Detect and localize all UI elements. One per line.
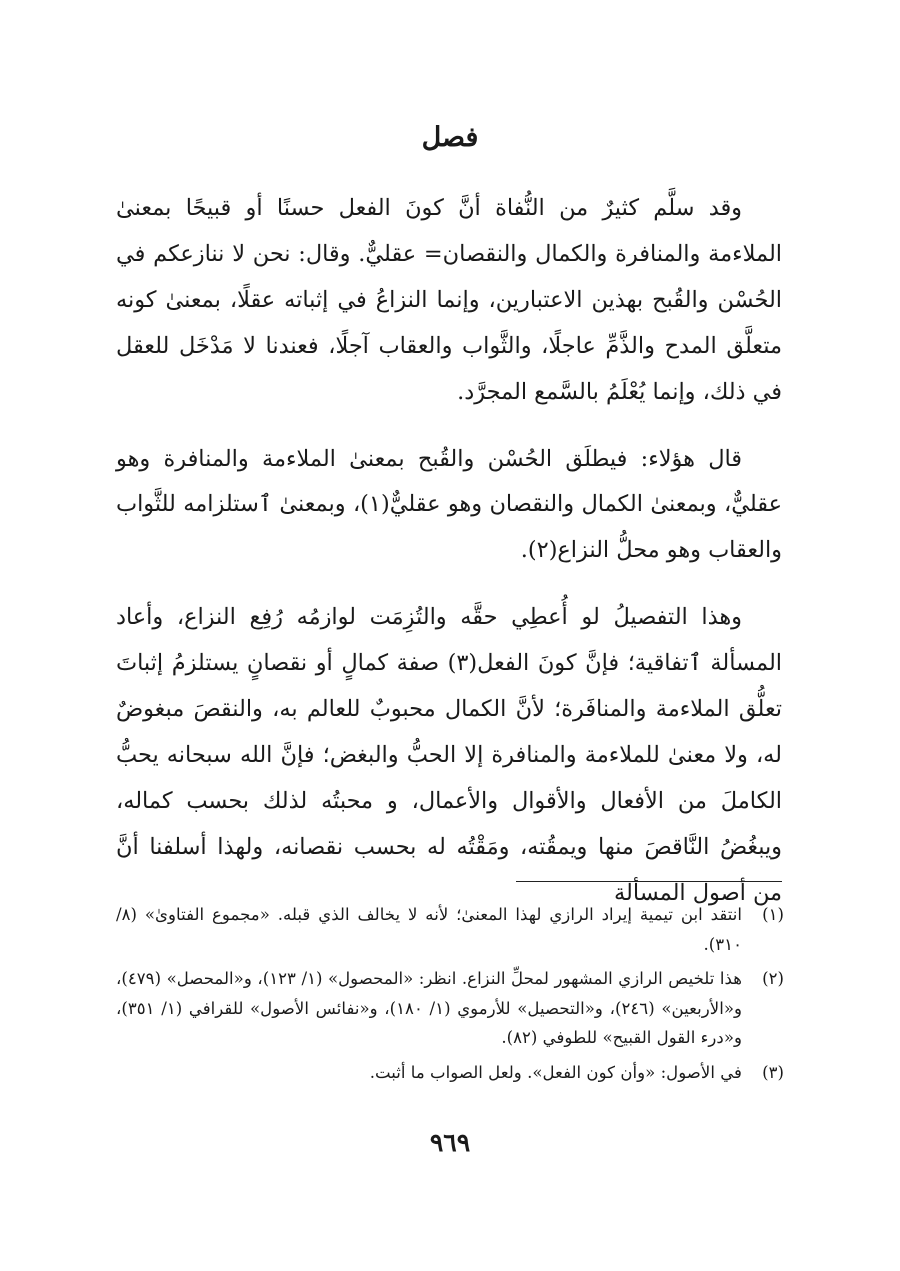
section-title: فصل — [421, 122, 479, 153]
footnote-text: انتقد ابن تيمية إيراد الرازي لهذا المعنىٰ؛ لأنه لا يخالف الذي قبله. «مجموع الفتاوىٰ» (٨/ ٣١٠). — [116, 905, 742, 954]
paragraph-1: وقد سلَّم كثيرٌ من النُّفاة أنَّ كونَ الفعل حسنًا أو قبيحًا بمعنىٰ الملاءمة والمنافرة والكمال والنقصان= عقليٌّ. وقال: نحن لا ننازعكم في الحُسْن والقُبح بهذين الاعتبارين، وإنما النزاعُ في إثباته عقلًا، بمعنىٰ كونه متعلَّق المدح والذَّمِّ عاجلًا، والثَّواب والعقاب آجلًا، فعندنا لا مَدْخَل للعقل في ذلك، وإنما يُعْلَمُ بالسَّمع المجرَّد. — [116, 195, 782, 405]
footnote-2 — [116, 964, 784, 1053]
footnote-number: (٢) — [762, 969, 784, 988]
footnote-text: في الأصول: «وأن كون الفعل». ولعل الصواب ما أثبت. — [369, 1062, 742, 1082]
paragraph-2: قال هؤلاء: فيطلَق الحُسْن والقُبح بمعنىٰ الملاءمة والمنافرة وهو عقليٌّ، وبمعنىٰ الكمال والنقصان وهو عقليٌّ(١)، وبمعنىٰ ٱستلزامه للثَّواب والعقاب وهو محلُّ النزاع(٢). — [116, 445, 782, 564]
footnotes — [116, 900, 784, 1092]
footnote-number: (١) — [762, 905, 784, 924]
footnote-1 — [116, 900, 784, 959]
main-text — [116, 186, 782, 938]
footnote-3 — [116, 1058, 784, 1088]
paragraph-3: وهذا التفصيلُ لو أُعطِي حقَّه والتُزِمَت لوازمُه رُفِع النزاع، وأعاد المسألة ٱتفاقية؛ فإنَّ كونَ الفعل(٣) صفة كمالٍ أو نقصانٍ يستلزمُ إثباتَ تعلُّق الملاءمة والمنافَرة؛ لأنَّ الكمال محبوبٌ للعالم به، والنقصَ مبغوضٌ له، ولا معنىٰ للملاءمة والمنافرة إلا الحبُّ والبغض؛ فإنَّ الله سبحانه يحبُّ الكاملَ من الأفعال والأقوال والأعمال، و محبتُه لذلك بحسب كماله، ويبغُضُ النَّاقصَ منها ويمقُته، ومَقْتُه له بحسب نقصانه، ولهذا أسلفنا أنَّ من أصول المسألة — [116, 604, 782, 906]
page-number: ٩٦٩ — [429, 1128, 471, 1157]
footnote-number: (٣) — [762, 1062, 784, 1082]
footnote-text: هذا تلخيص الرازي المشهور لمحلِّ النزاع. انظر: «المحصول» (١/ ١٢٣)، و«المحصل» (٤٧٩)، و«الأربعين» (٢٤٦)، و«التحصيل» للأرموي (١/ ١٨٠)، و«نفائس الأصول» للقرافي (١/ ٣٥١)، و«درء القول القبيح» للطوفي (٨٢). — [116, 969, 742, 1047]
footnote-separator — [516, 881, 782, 882]
